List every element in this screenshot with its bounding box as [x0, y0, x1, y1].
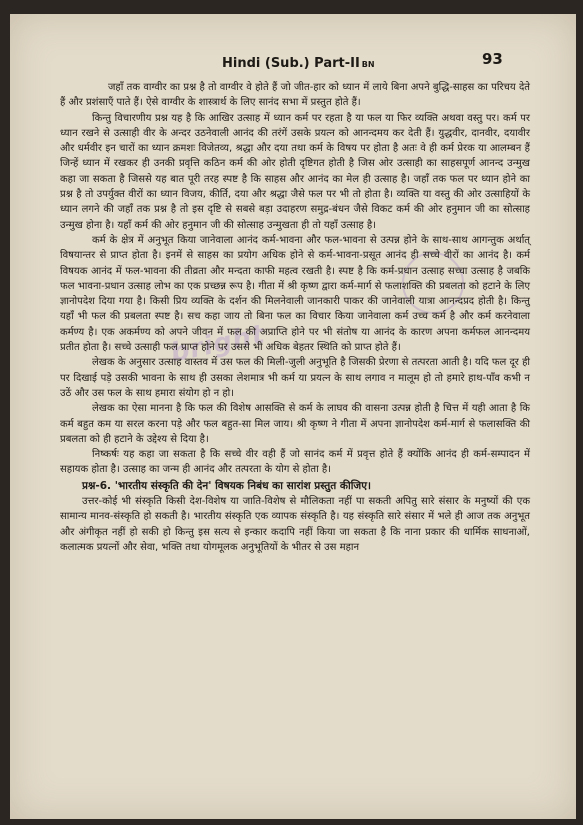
running-head-text: Hindi (Sub.) Part-II [222, 56, 360, 71]
running-head-sub: BN [361, 60, 375, 69]
running-head [222, 56, 375, 71]
page-body [60, 80, 530, 555]
paragraph-2: किन्तु विचारणीय प्रश्न यह है कि आखिर उत्साह में ध्यान कर्म पर रहता है या फल या फिर व्यक्ति अथवा वस्तु पर। कर्म पर ध्यान रखने से उत्साही वीर के अन्दर उठनेवाली आनंद की तरंगें उसके प्रयत्न को आनन्दमय कर देती हैं। युद्धवीर, दानवीर, दयावीर और धर्मवीर इन चारों का ध्यान क्रमशः विजेतव्य, श्रद्धा और दया तथा कर्म के विषय पर होता है अतः वे ही कर्म प्रेरक या आलम्बन हैं जिन्हें ध्यान में रखकर ही उनकी प्रवृत्ति कठिन कर्म की ओर होती दृष्टिगत होती है जिस ओर उत्साही का साहसपूर्ण आनन्द उन्मुख कहा जा सकता है जिससे यह बात पूरी तरह स्पष्ट है कि साहस और आनंद का मेल ही उत्साह है। जहाँ तक फल पर ध्यान होने का प्रश्न है तो उपर्युक्त वीरों का ध्यान विजय, कीर्ति, दया और श्रद्धा जैसे फल पर भी तो होता है। व्यक्ति या वस्तु की ओर उत्साहियों के ध्यान लगने की जहाँ तक प्रश्न है तो इस दृष्टि से सबसे बड़ा उदाहरण समुद्र-बंधन जैसे विकट कर्म की ओर हनुमान जी का सोत्साह उन्मुख होना है। यहाँ कर्म की ओर हनुमान जी की सोत्साह उन्मुखता ही तो यहाँ उत्साह है। [60, 112, 530, 231]
paragraph-4: लेखक के अनुसार उत्साह वास्तव में उस फल की मिली-जुली अनुभूति है जिसकी प्रेरणा से तत्परता आती है। यदि फल दूर ही पर दिखाई पड़े उसकी भावना के साथ ही उसका लेशमात्र भी कर्म या प्रयत्न के साथ लगाव न मालूम हो तो हमारे हाथ-पाँव कभी न उठें और उस फल के साथ हमारा संयोग हो न हो। [60, 357, 530, 399]
answer-text: उत्तर-कोई भी संस्कृति किसी देश-विशेष या जाति-विशेष से मौलिकता नहीं पा सकती अपितु सारे संसार के मनुष्यों की एक सामान्य मानव-संस्कृति हो सकती है। भारतीय संस्कृति एक व्यापक संस्कृति है। यह संस्कृति सारे संसार में भले ही आज तक अनुभूत और अंगीकृत नहीं हो सकी हो किन्तु इस सत्य से इन्कार कदापि नहीं किया जा सकता है कि नाना प्रकार की धार्मिक साधनाओं, कलात्मक प्रयत्नों और सेवा, भक्ति तथा योगमूलक अनुभूतियों के भीतर से उस महान [60, 496, 530, 553]
question-heading: प्रश्न-6. 'भारतीय संस्कृति की देन' विषयक निबंध का सारांश प्रस्तुत कीजिए। [82, 479, 372, 492]
paragraph-1: जहाँ तक वाग्वीर का प्रश्न है तो वाग्वीर वे होते हैं जो जीत-हार को ध्यान में लाये बिना अपने बुद्धि-साहस का परिचय देते हैं और प्रशंसाएँ पाते हैं। ऐसे वाग्वीर के शास्त्रार्थ के लिए सानंद सभा में प्रस्तुत होते हैं। [60, 82, 530, 109]
watermark: bright [167, 319, 268, 369]
paragraph-6: निष्कर्षः यह कहा जा सकता है कि सच्चे वीर वही हैं जो सानंद कर्म में प्रवृत्त होते हैं क्योंकि आनंद ही कर्म-सम्पादन में सहायक होता है। उत्साह का जन्म ही आनंद और तत्परता के योग से होता है। [60, 449, 530, 476]
book-page [10, 14, 576, 819]
page-number: 93 [482, 50, 503, 68]
paragraph-3: कर्म के क्षेत्र में अनुभूत किया जानेवाला आनंद कर्म-भावना और फल-भावना से उत्पन्न होने के साथ-साथ आगन्तुक अर्थात् विषयान्तर से प्राप्त होता है। इनमें से साहस का प्रयोग अधिक होने से कर्म-भावना-प्रसूत आनंद ही सच्चे वीरों का आनंद है। कर्म विषयक आनंद में फल-भावना की तीव्रता और मन्दता काफी महत्व रखती है। स्पष्ट है कि कर्म-प्रधान उत्साह सच्चा उत्साह है जबकि फल भावना-प्रधान उत्साह लोभ का एक प्रच्छन्न रूप है। गीता में श्री कृष्ण द्वारा कर्म-मार्ग से फलाशक्ति की प्रबलता को हटाने के लिए ज्ञानोपदेश दिया गया है। किसी प्रिय व्यक्ति के दर्शन की मिलनेवाली जानकारी पाकर की जानेवाली यात्रा आनन्दप्रद होती है। किन्तु यहाँ भी फल की प्रबलता स्पष्ट है। सच कहा जाय तो बिना फल का विचार किया जानेवाला कर्म उच्च कर्म है और कर्म करनेवाला कर्मण्य है। एक अकर्मण्य को अपने जीवन में फल की अप्राप्ति होने पर भी संतोष या आनंद के कारण अपना कर्मफल आनन्दमय प्रतीत होता है। सच्चे उत्साही फल प्राप्त होने पर उससे भी अधिक बेहतर स्थिति को प्राप्त होते हैं। [60, 234, 530, 354]
page-header [10, 50, 576, 78]
paragraph-5: लेखक का ऐसा मानना है कि फल की विशेष आसक्ति से कर्म के लाघव की वासना उत्पन्न होती है चित्त में यही आता है कि कर्म बहुत कम या सरल करना पड़े और फल बहुत-सा मिल जाय। श्री कृष्ण ने गीता में अपना ज्ञानोपदेश कर्म-मार्ग से फलासक्ति की प्रबलता को ही हटाने के उद्देश्य से दिया है। [60, 403, 530, 445]
